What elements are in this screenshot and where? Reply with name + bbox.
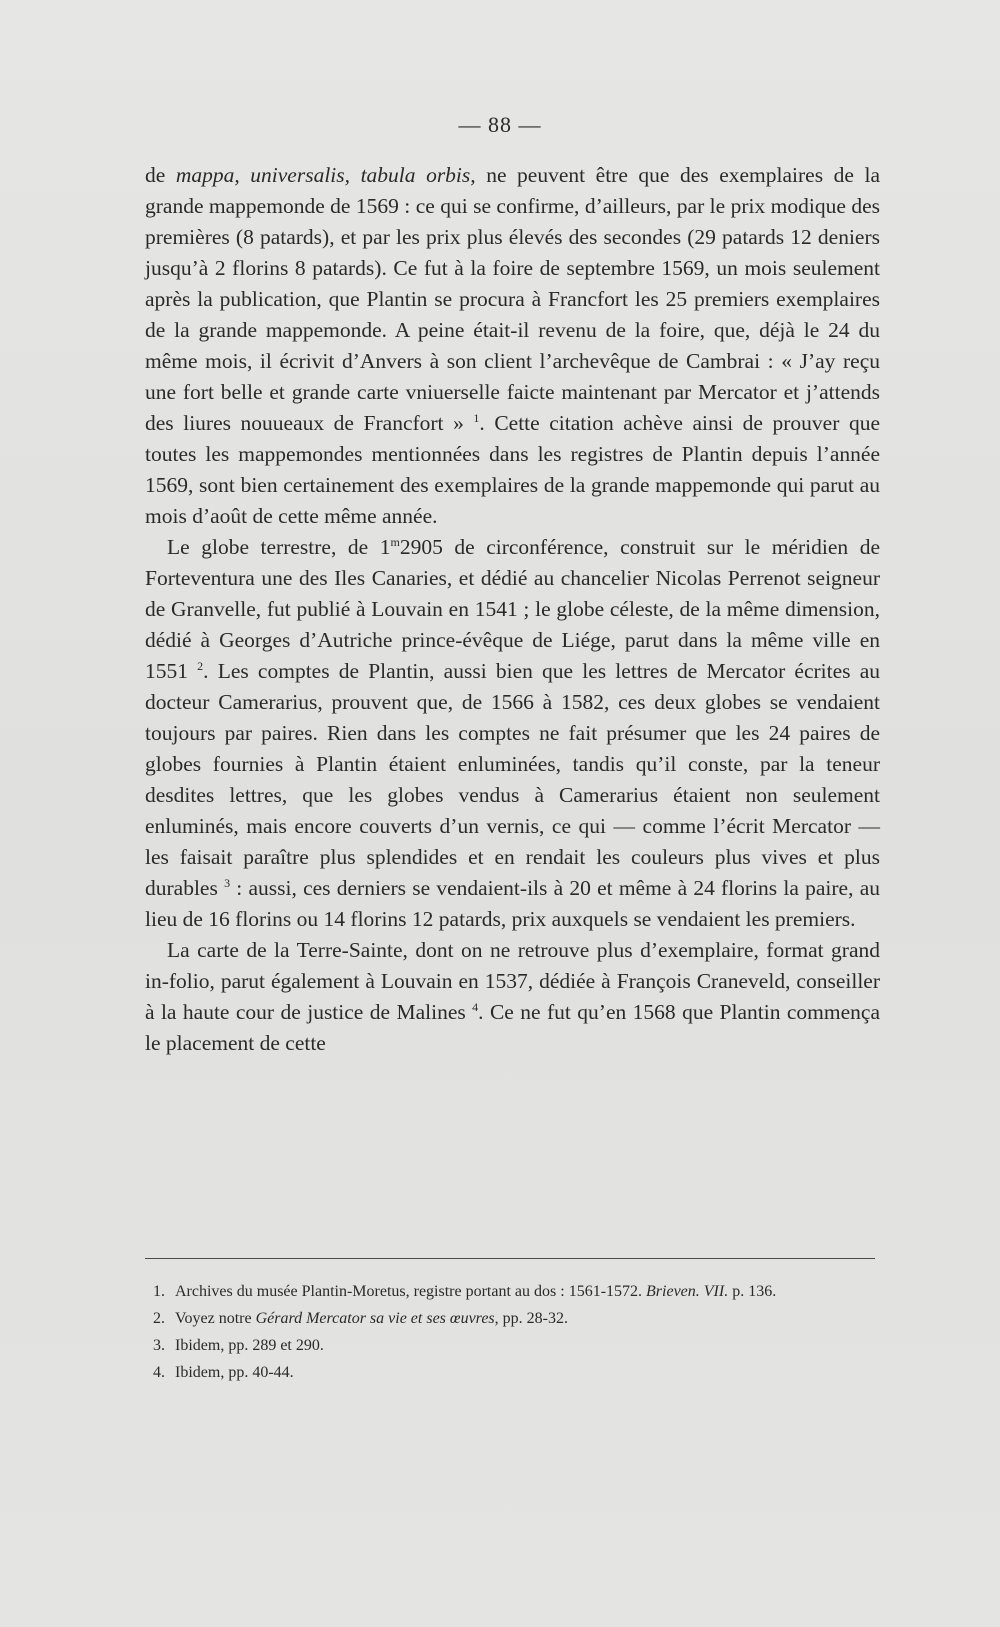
footnote [145, 1332, 880, 1359]
paragraph [145, 160, 880, 532]
footnote-number: 4. [153, 1364, 165, 1381]
body-text [145, 160, 880, 1059]
text-run: p. 136. [728, 1283, 777, 1300]
page-number: — 88 — [458, 112, 542, 137]
footnote [145, 1359, 880, 1386]
text-run: 2905 de circonférence, construit sur le méridien de Forteventura une des Iles Canaries, et dédié au chancelier Nicolas Perrenot seigneur de Granvelle, fut publié à Louvain en 1541 ; le globe céleste, de la même dimension, dédié à Georges d’Autriche prince-évêque de Liége, parut dans la même ville en 1551 [145, 535, 880, 683]
text-run: : aussi, ces derniers se vendaient-ils à 20 et même à 24 florins la paire, au lieu de 16 florins ou 14 florins 12 patards, prix auxquels se vendaient les premiers. [145, 876, 880, 931]
text-run: Ibidem, pp. 289 et 290. [175, 1337, 324, 1354]
footnotes [145, 1278, 880, 1386]
text-run: , pp. 28-32. [494, 1310, 568, 1327]
text-run: Ibidem, pp. 40-44. [175, 1364, 294, 1381]
footnote-ref: 1 [473, 410, 480, 425]
footnote [145, 1305, 880, 1332]
paragraph [145, 532, 880, 935]
footnote-ref: 4 [472, 999, 479, 1014]
footnote-ref: 3 [224, 875, 231, 890]
text-run: . Cette citation achève ainsi de prouver que toutes les mappemondes mentionnées dans les registres de Plantin depuis l’année 1569, sont bien certainement des exemplaires de la grande mappemonde qui parut au mois d’août de cette même année. [145, 411, 880, 528]
italic-text: Brieven. VII. [646, 1283, 729, 1300]
footnote-separator [145, 1258, 875, 1259]
footnote-number: 3. [153, 1337, 165, 1354]
italic-text: Gérard Mercator sa vie et ses œuvres [255, 1310, 495, 1327]
text-run: . Les comptes de Plantin, aussi bien que les lettres de Mercator écrites au docteur Camerarius, prouvent que, de 1566 à 1582, ces deux globes se vendaient toujours par paires. Rien dans les comptes ne fait présumer que les 24 paires de globes fournies à Plantin étaient enluminées, tandis qu’il conste, par la teneur desdites lettres, que les globes vendus à Camerarius étaient non seulement enluminés, mais encore couverts d’un vernis, ce qui — comme l’écrit Mercator — les faisait paraître plus splendides et en rendait les couleurs plus vives et plus durables [145, 659, 880, 900]
text-run: Le globe terrestre, de 1 [167, 535, 391, 559]
text-run: . Ce ne fut qu’en 1568 que Plantin commença le placement de cette [145, 1000, 881, 1055]
paragraph [145, 935, 880, 1059]
text-run: de [145, 163, 176, 187]
footnote-ref: m [390, 534, 400, 549]
footnote-number: 1. [153, 1283, 165, 1300]
italic-text: mappa, universalis, tabula orbis, [175, 163, 476, 187]
footnote [145, 1278, 880, 1305]
footnote-ref: 2 [197, 658, 204, 673]
text-run: Voyez notre [175, 1310, 256, 1327]
footnote-number: 2. [153, 1310, 165, 1327]
text-run: Archives du musée Plantin-Moretus, registre portant au dos : 1561-1572. [175, 1283, 647, 1300]
text-run: La carte de la Terre-Sainte, dont on ne retrouve plus d’exemplaire, format grand in-folio, parut également à Louvain en 1537, dédiée à François Craneveld, conseiller à la haute cour de justice de Malines [145, 938, 880, 1024]
text-run: ne peuvent être que des exemplaires de la grande mappemonde de 1569 : ce qui se confirme, d’ailleurs, par le prix modique des premières (8 patards), et par les prix plus élevés des secondes (29 patards 12 deniers jusqu’à 2 florins 8 patards). Ce fut à la foire de septembre 1569, un mois seulement après la publication, que Plantin se procura à Francfort les 25 premiers exemplaires de la grande mappemonde. A peine était-il revenu de la foire, que, déjà le 24 du même mois, il écrivit d’Anvers à son client l’archevêque de Cambrai : « J’ay reçu une fort belle et grande carte vniuerselle faicte maintenant par Mercator et j’attends des liures nouueaux de Francfort » [145, 163, 880, 435]
